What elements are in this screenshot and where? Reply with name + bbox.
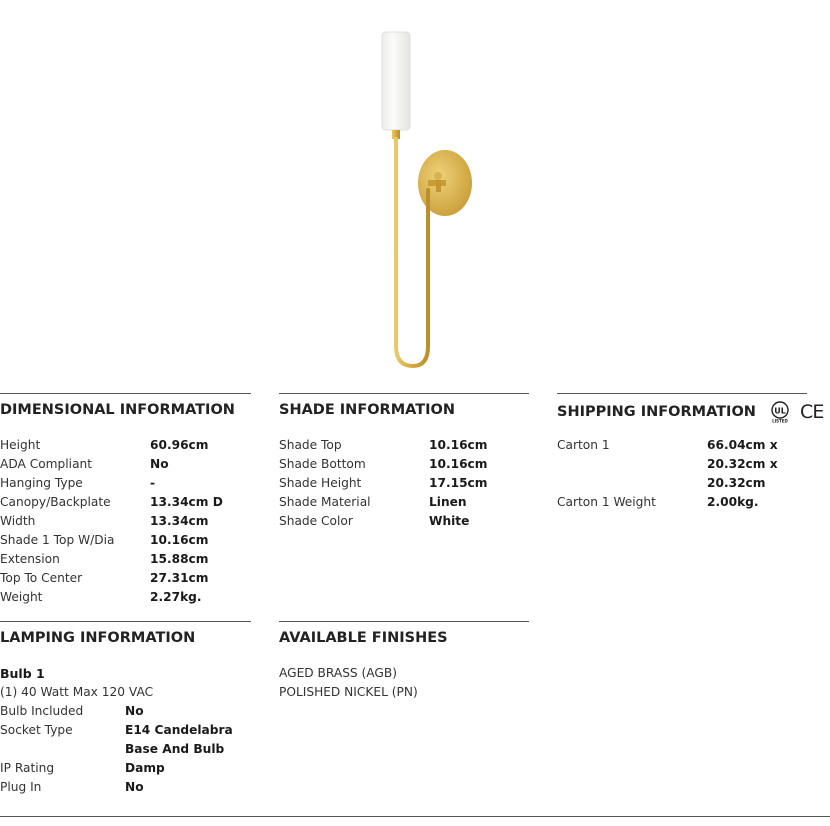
ul-listed-icon — [767, 401, 793, 423]
spec-value: 27.31cm — [150, 571, 209, 585]
ul-listed-text: LISTED — [772, 418, 788, 423]
spec-row — [0, 721, 251, 759]
spec-row — [0, 455, 251, 474]
finish-item: POLISHED NICKEL (PN) — [279, 685, 418, 699]
spec-row — [557, 436, 807, 493]
product-image-sconce — [370, 28, 480, 370]
dimensional-section — [0, 393, 251, 607]
bulb-spec: (1) 40 Watt Max 120 VAC — [0, 685, 154, 699]
spec-row — [0, 436, 251, 455]
bottom-divider — [0, 816, 830, 817]
spec-value: 2.27kg. — [150, 590, 202, 604]
spec-value: 10.16cm — [429, 438, 488, 452]
spec-label: Weight — [0, 590, 43, 604]
finishes-section — [279, 621, 529, 702]
shade-title: SHADE INFORMATION — [279, 402, 455, 418]
spec-row — [0, 531, 251, 550]
shade-section — [279, 393, 529, 531]
lamping-title: LAMPING INFORMATION — [0, 630, 196, 646]
spec-row — [279, 455, 529, 474]
spec-value: - — [150, 476, 156, 490]
shipping-title — [557, 401, 824, 427]
spec-label: Carton 1 Weight — [557, 495, 656, 509]
spec-label: Extension — [0, 552, 60, 566]
spec-row — [0, 474, 251, 493]
spec-value: 10.16cm — [150, 533, 209, 547]
spec-row — [0, 512, 251, 531]
spec-row — [279, 493, 529, 512]
spec-value: 15.88cm — [150, 552, 209, 566]
spec-label: IP Rating — [0, 761, 55, 775]
spec-value: 17.15cm — [429, 476, 488, 490]
spec-value: 13.34cm — [150, 514, 209, 528]
spec-value: No — [150, 457, 169, 471]
shipping-title-text: SHIPPING INFORMATION — [557, 404, 756, 420]
bulb-title: Bulb 1 — [0, 666, 45, 681]
spec-label: Shade Top — [279, 438, 342, 452]
spec-row — [0, 759, 251, 778]
spec-value: 2.00kg. — [707, 495, 759, 509]
spec-row — [0, 588, 251, 607]
spec-value: 60.96cm — [150, 438, 209, 452]
shipping-section — [557, 393, 824, 512]
spec-label: Plug In — [0, 780, 42, 794]
spec-value: Linen — [429, 495, 467, 509]
spec-label: ADA Compliant — [0, 457, 93, 471]
spec-value: White — [429, 514, 470, 528]
spec-label: Canopy/Backplate — [0, 495, 111, 509]
finish-item: AGED BRASS (AGB) — [279, 666, 397, 680]
spec-label: Carton 1 — [557, 438, 610, 452]
spec-label: Height — [0, 438, 41, 452]
spec-row — [0, 550, 251, 569]
spec-value: 13.34cm D — [150, 495, 223, 509]
spec-row — [0, 569, 251, 588]
spec-value: E14 Candelabra Base And Bulb — [125, 723, 233, 756]
spec-row — [279, 474, 529, 493]
spec-row — [279, 436, 529, 455]
spec-label: Shade Height — [279, 476, 362, 490]
lamping-section — [0, 621, 251, 797]
spec-label: Hanging Type — [0, 476, 83, 490]
spec-row — [0, 778, 251, 797]
spec-row — [0, 702, 251, 721]
spec-row — [0, 493, 251, 512]
spec-label: Shade Material — [279, 495, 371, 509]
lamp-shade — [382, 32, 410, 130]
spec-value: 66.04cm x 20.32cm x 20.32cm — [707, 438, 778, 490]
dimensional-title: DIMENSIONAL INFORMATION — [0, 402, 235, 418]
spec-label: Width — [0, 514, 36, 528]
spec-label: Shade Color — [279, 514, 353, 528]
spec-row — [279, 512, 529, 531]
spec-label: Top To Center — [0, 571, 83, 585]
spec-value: No — [125, 704, 144, 718]
spec-label: Bulb Included — [0, 704, 84, 718]
spec-label: Socket Type — [0, 723, 73, 737]
spec-value: Damp — [125, 761, 165, 775]
spec-label: Shade 1 Top W/Dia — [0, 533, 115, 547]
spec-row — [557, 493, 807, 512]
spec-value: No — [125, 780, 144, 794]
spec-value: 10.16cm — [429, 457, 488, 471]
spec-label: Shade Bottom — [279, 457, 366, 471]
ul-text: UL — [774, 406, 786, 416]
ce-mark-icon: CE — [800, 401, 824, 423]
finishes-title: AVAILABLE FINISHES — [279, 630, 448, 646]
